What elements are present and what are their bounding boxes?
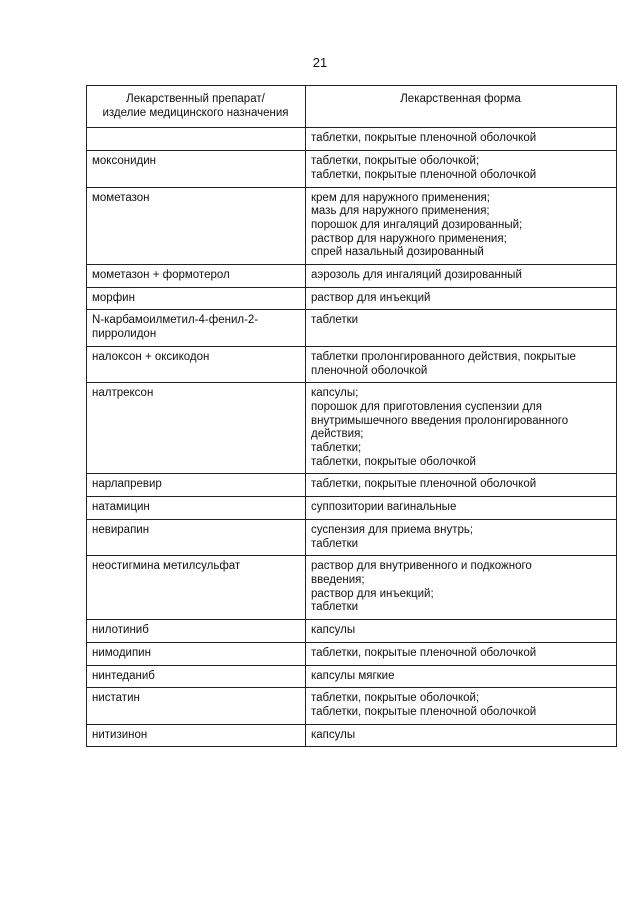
header-dosage-form: Лекарственная форма [306,86,617,128]
drug-name-cell: нинтеданиб [87,665,306,688]
drug-name-cell: нарлапревир [87,474,306,497]
table-row [87,187,617,265]
dosage-form-cell: таблетки, покрытые пленочной оболочкой [306,128,617,151]
dosage-form-cell: суппозитории вагинальные [306,497,617,520]
table-row [87,128,617,151]
dosage-form-cell: раствор для внутривенного и подкожного введения; раствор для инъекций; таблетки [306,556,617,620]
dosage-form-cell: таблетки пролонгированного действия, покрытые пленочной оболочкой [306,346,617,382]
dosage-form-cell: таблетки, покрытые пленочной оболочкой [306,642,617,665]
table-row [87,346,617,382]
drug-name-cell: нистатин [87,688,306,724]
drug-name-cell: натамицин [87,497,306,520]
dosage-form-cell: таблетки [306,310,617,346]
dosage-form-cell: таблетки, покрытые оболочкой; таблетки, покрытые пленочной оболочкой [306,688,617,724]
table-header-row [87,86,617,128]
table-row [87,665,617,688]
dosage-form-cell: капсулы; порошок для приготовления суспензии для внутримышечного введения пролонгированного действия; таблетки; таблетки, покрытые оболочкой [306,383,617,474]
drug-name-cell: нитизинон [87,724,306,747]
drug-name-cell: нимодипин [87,642,306,665]
drug-name-cell [87,128,306,151]
dosage-form-cell: капсулы мягкие [306,665,617,688]
drug-name-cell: мометазон [87,187,306,265]
dosage-form-cell: таблетки, покрытые пленочной оболочкой [306,474,617,497]
dosage-form-cell: суспензия для приема внутрь; таблетки [306,519,617,555]
drug-name-cell: моксонидин [87,151,306,187]
drug-name-cell: нилотиниб [87,620,306,643]
table-row [87,310,617,346]
dosage-form-cell: раствор для инъекций [306,287,617,310]
dosage-form-cell: аэрозоль для ингаляций дозированный [306,265,617,288]
table-row [87,497,617,520]
drug-name-cell: мометазон + формотерол [87,265,306,288]
dosage-form-cell: капсулы [306,724,617,747]
table-row [87,151,617,187]
table-row [87,265,617,288]
drug-name-cell: морфин [87,287,306,310]
drug-name-cell: налоксон + оксикодон [87,346,306,382]
drug-name-cell: неостигмина метилсульфат [87,556,306,620]
drug-name-cell: N-карбамоилметил-4-фенил-2- пирролидон [87,310,306,346]
table-row [87,688,617,724]
dosage-form-cell: крем для наружного применения; мазь для наружного применения; порошок для ингаляций дозированный; раствор для наружного применения; спрей назальный дозированный [306,187,617,265]
table-row [87,642,617,665]
table-row [87,383,617,474]
table-row [87,474,617,497]
dosage-form-cell: капсулы [306,620,617,643]
table-row [87,556,617,620]
table-row [87,519,617,555]
table-row [87,287,617,310]
table-row [87,724,617,747]
drug-name-cell: налтрексон [87,383,306,474]
drug-name-cell: невирапин [87,519,306,555]
drug-table [86,85,617,747]
table-row [87,620,617,643]
page-number: 21 [312,55,328,70]
dosage-form-cell: таблетки, покрытые оболочкой; таблетки, покрытые пленочной оболочкой [306,151,617,187]
header-drug: Лекарственный препарат/ изделие медицинского назначения [87,86,306,128]
